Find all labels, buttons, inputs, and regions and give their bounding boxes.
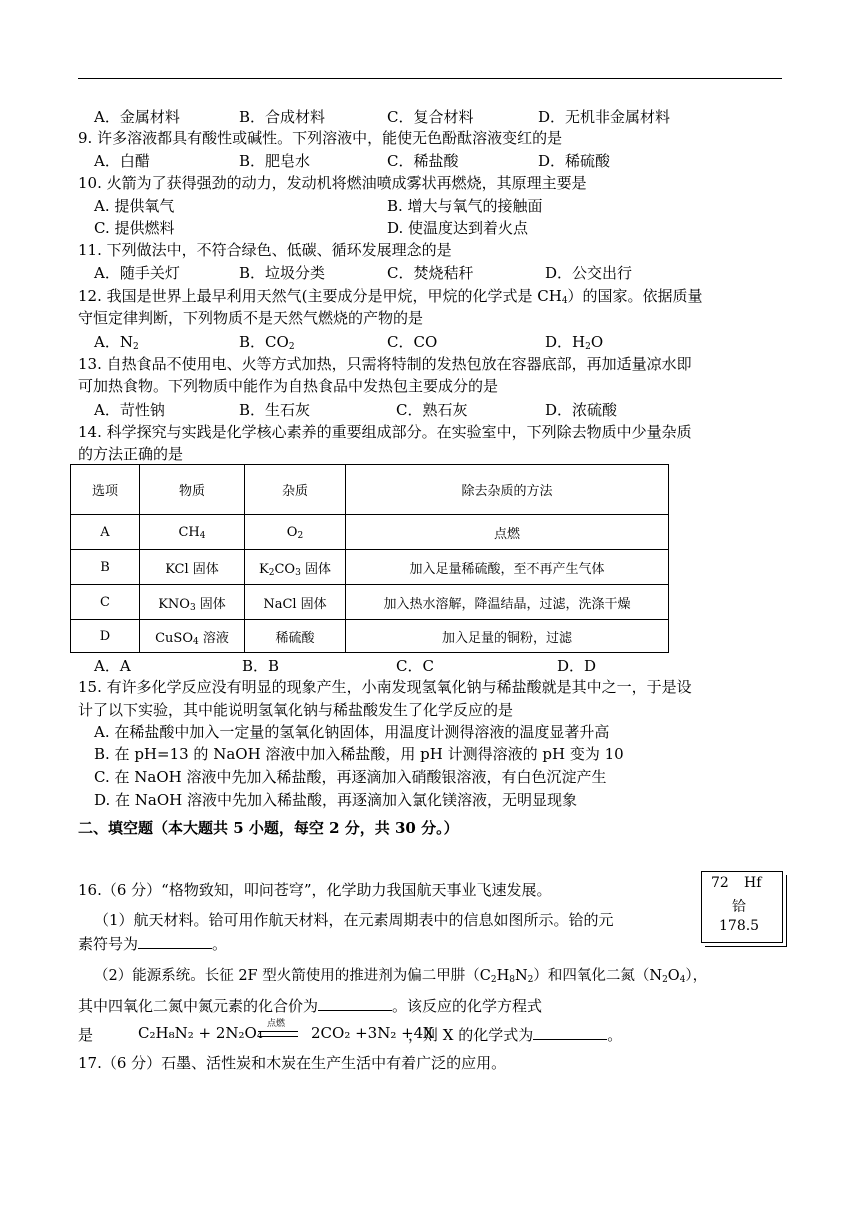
row-impurity [245, 515, 346, 550]
q16-part2-line1 [94, 966, 707, 986]
cell-text: O [286, 524, 298, 540]
q12-stem-b: ）的国家。依据质量 [567, 287, 703, 305]
row-method: 点燃 [346, 515, 669, 550]
table-row [71, 585, 669, 620]
q12-option-a [94, 331, 139, 352]
table-row [71, 515, 669, 550]
cell-sub: 4 [193, 636, 199, 647]
q15-stem-line1: 15. 有许多化学反应没有明显的现象产生，小南发现氢氧化钠与稀盐酸就是其中之一，于是设 [78, 678, 692, 696]
row-option: A [71, 515, 140, 550]
answer-blank[interactable] [138, 934, 212, 949]
q10-option-d: D. 使温度达到着火点 [387, 219, 529, 237]
q13-option-b: B．生石灰 [239, 401, 311, 419]
q11-option-a: A．随手关灯 [94, 264, 180, 282]
cell-sub: 4 [199, 530, 206, 541]
q14-stem-line1: 14. 科学探究与实践是化学核心素养的重要组成部分。在实验室中，下列除去物质中少量杂质 [78, 423, 692, 441]
header-method: 除去杂质的方法 [346, 465, 669, 515]
sub: 2 [662, 975, 668, 985]
cell-text: 固体 [195, 596, 226, 612]
q8-option-a: A．金属材料 [94, 108, 180, 126]
row-method: 加入热水溶解，降温结晶，过滤，洗涤干燥 [346, 585, 669, 620]
q16-p2-text: 其中四氧化二氮中氮元素的化合价为 [78, 997, 319, 1015]
q13-option-c: C．熟石灰 [396, 401, 468, 419]
sub: 8 [509, 975, 515, 985]
q12-opt-d-sub: 2 [585, 342, 591, 352]
header-substance: 物质 [140, 465, 245, 515]
q9-option-d: D．稀硫酸 [538, 152, 611, 170]
cell-text: 溶液 [198, 630, 229, 646]
table-row [71, 620, 669, 653]
answer-blank[interactable] [533, 1025, 607, 1040]
q15-stem-line2: 计了以下实验，其中能说明氢氧化钠与稀盐酸发生了化学反应的是 [78, 701, 514, 719]
q9-option-a: A．白醋 [94, 152, 150, 170]
sub: 4 [679, 975, 686, 985]
cell-text: KNO [158, 596, 190, 612]
q16-p1-text: 素符号为 [78, 935, 139, 953]
row-substance [140, 515, 245, 550]
equation-right: 2CO₂ +3N₂ +4X [311, 1024, 434, 1042]
row-method: 加入足量稀硫酸，至不再产生气体 [346, 550, 669, 585]
row-impurity: NaCl 固体 [245, 585, 346, 620]
q14-option-b: B．B [242, 657, 280, 675]
equation-left: C₂H₈N₂ + 2N₂O₄ [138, 1024, 263, 1042]
q15-option-c: C. 在 NaOH 溶液中先加入稀盐酸，再逐滴加入硝酸银溶液，有白色沉淀产生 [94, 768, 607, 786]
q14-option-d: D．D [557, 657, 597, 675]
element-name: 铪 [732, 899, 746, 915]
q16-p2-text: ）和四氧化二氮（N [533, 968, 663, 984]
q8-option-b: B．合成材料 [239, 108, 326, 126]
q12-opt-b-sub: 2 [288, 342, 295, 352]
row-substance [140, 585, 245, 620]
q16-p1-end: 。 [212, 935, 228, 953]
q13-stem-line2: 可加热食物。下列物质中能作为自热食品中发热包主要成分的是 [78, 377, 499, 395]
q12-opt-d-text: D．H [545, 333, 586, 351]
table-row [71, 550, 669, 585]
q16-part2-is: 是 [78, 1026, 94, 1044]
header-rule [78, 78, 782, 79]
cell-text: CO [274, 561, 296, 577]
row-substance: KCl 固体 [140, 550, 245, 585]
row-method: 加入足量的铜粉，过滤 [346, 620, 669, 653]
row-option: D [71, 620, 140, 653]
q16-stem: 16.（6 分）“格物致知，叩问苍穹”，化学助力我国航天事业飞速发展。 [78, 881, 552, 899]
q15-option-d: D. 在 NaOH 溶液中先加入稀盐酸，再逐滴加入氯化镁溶液，无明显现象 [94, 791, 578, 809]
q11-stem: 11. 下列做法中，不符合绿色、低碳、循环发展理念的是 [78, 241, 452, 259]
element-mass: 178.5 [719, 918, 760, 934]
q17-stem: 17.（6 分）石墨、活性炭和木炭在生产生活中有着广泛的应用。 [78, 1054, 507, 1072]
cell-sub: 2 [268, 567, 275, 578]
q15-option-a: A. 在稀盐酸中加入一定量的氢氧化钠固体，用温度计测得溶液的温度显著升高 [94, 723, 610, 741]
element-symbol: Hf [744, 875, 762, 891]
q8-option-c: C．复合材料 [387, 108, 474, 126]
cell-sub: 2 [297, 530, 304, 541]
q12-option-b [239, 331, 295, 352]
q13-option-a: A．苛性钠 [94, 401, 165, 419]
q16-p2-text: （2）能源系统。长征 2F 型火箭使用的推进剂为偏二甲肼（C [94, 968, 491, 984]
q16-p2-text: 。 [607, 1026, 623, 1044]
q13-option-d: D．浓硫酸 [545, 401, 618, 419]
q11-option-d: D．公交出行 [545, 264, 633, 282]
q11-option-b: B．垃圾分类 [239, 264, 326, 282]
q12-stem-line2: 守恒定律判断，下列物质不是天然气燃烧的产物的是 [78, 309, 424, 327]
q16-part1-line1: （1）航天材料。铪可用作航天材料，在元素周期表中的信息如图所示。铪的元 [94, 911, 614, 929]
q12-sub: 4 [561, 296, 568, 306]
q16-p2-text: O [667, 968, 680, 984]
q12-stem-line1 [78, 286, 703, 306]
q10-stem: 10. 火箭为了获得强劲的动力，发动机将燃油喷成雾状再燃烧，其原理主要是 [78, 174, 587, 192]
q12-opt-a-text: A．N [94, 333, 133, 351]
q9-stem: 9. 许多溶液都具有酸性或碱性。下列溶液中，能使无色酚酞溶液变红的是 [78, 129, 563, 147]
q16-p2-text: H [496, 968, 510, 984]
q12-stem-a: 12. 我国是世界上最早利用天然气(主要成分是甲烷，甲烷的化学式是 CH [78, 287, 562, 305]
element-card [701, 871, 783, 943]
q12-opt-b-text: B．CO [239, 333, 289, 351]
equation-condition: 点燃 [267, 1019, 286, 1029]
q14-stem-line2: 的方法正确的是 [78, 445, 184, 463]
q12-option-d [545, 331, 603, 352]
row-option: B [71, 550, 140, 585]
cell-sub: 3 [295, 567, 301, 578]
header-impurity: 杂质 [245, 465, 346, 515]
q10-option-a: A. 提供氧气 [94, 197, 175, 215]
table-header-row [71, 465, 669, 515]
q9-option-b: B．肥皂水 [239, 152, 311, 170]
sub: 2 [527, 975, 534, 985]
q12-option-c: C．CO [387, 333, 438, 351]
q16-part2-line2 [78, 996, 542, 1016]
cell-text: CuSO [155, 630, 193, 646]
q11-option-c: C．焚烧秸秆 [387, 264, 474, 282]
q12-opt-a-sub: 2 [132, 342, 139, 352]
equation-double-line [258, 1031, 298, 1037]
header-option: 选项 [71, 465, 140, 515]
element-number: 72 [711, 875, 729, 891]
cell-text: 固体 [300, 561, 331, 577]
q12-opt-d-tail: O [590, 333, 604, 351]
q10-option-b: B. 增大与氧气的接触面 [387, 197, 543, 215]
cell-sub: 3 [189, 602, 196, 613]
cell-text: CH [178, 524, 200, 540]
row-impurity: 稀硫酸 [245, 620, 346, 653]
q16-p2-text: 。该反应的化学方程式 [392, 997, 543, 1015]
q14-option-c: C．C [396, 657, 434, 675]
q10-option-c: C. 提供燃料 [94, 219, 175, 237]
q13-stem-line1: 13. 自热食品不使用电、火等方式加热，只需将特制的发热包放在容器底部，再加适量凉水即 [78, 355, 692, 373]
impurity-table [70, 464, 669, 653]
cell-text: K [259, 561, 269, 577]
sub: 2 [490, 975, 497, 985]
q16-part1-line2 [78, 934, 227, 954]
q15-option-b: B. 在 pH=13 的 NaOH 溶液中加入稀盐酸，用 pH 计测得溶液的 pH 变为 10 [94, 745, 624, 763]
q9-option-c: C．稀盐酸 [387, 152, 459, 170]
q16-p2-text: N [514, 968, 528, 984]
answer-blank[interactable] [318, 996, 392, 1011]
q14-option-a: A．A [94, 657, 131, 675]
row-impurity [245, 550, 346, 585]
row-option: C [71, 585, 140, 620]
q16-p2-text: ）， [685, 968, 708, 984]
q16-part2-line3 [408, 1024, 622, 1045]
section-title: 二、填空题（本大题共 5 小题，每空 2 分，共 30 分。） [78, 819, 459, 837]
row-substance [140, 620, 245, 653]
q8-option-d: D．无机非金属材料 [538, 108, 671, 126]
q16-p2-text: ，则 X 的化学式为 [408, 1026, 534, 1044]
